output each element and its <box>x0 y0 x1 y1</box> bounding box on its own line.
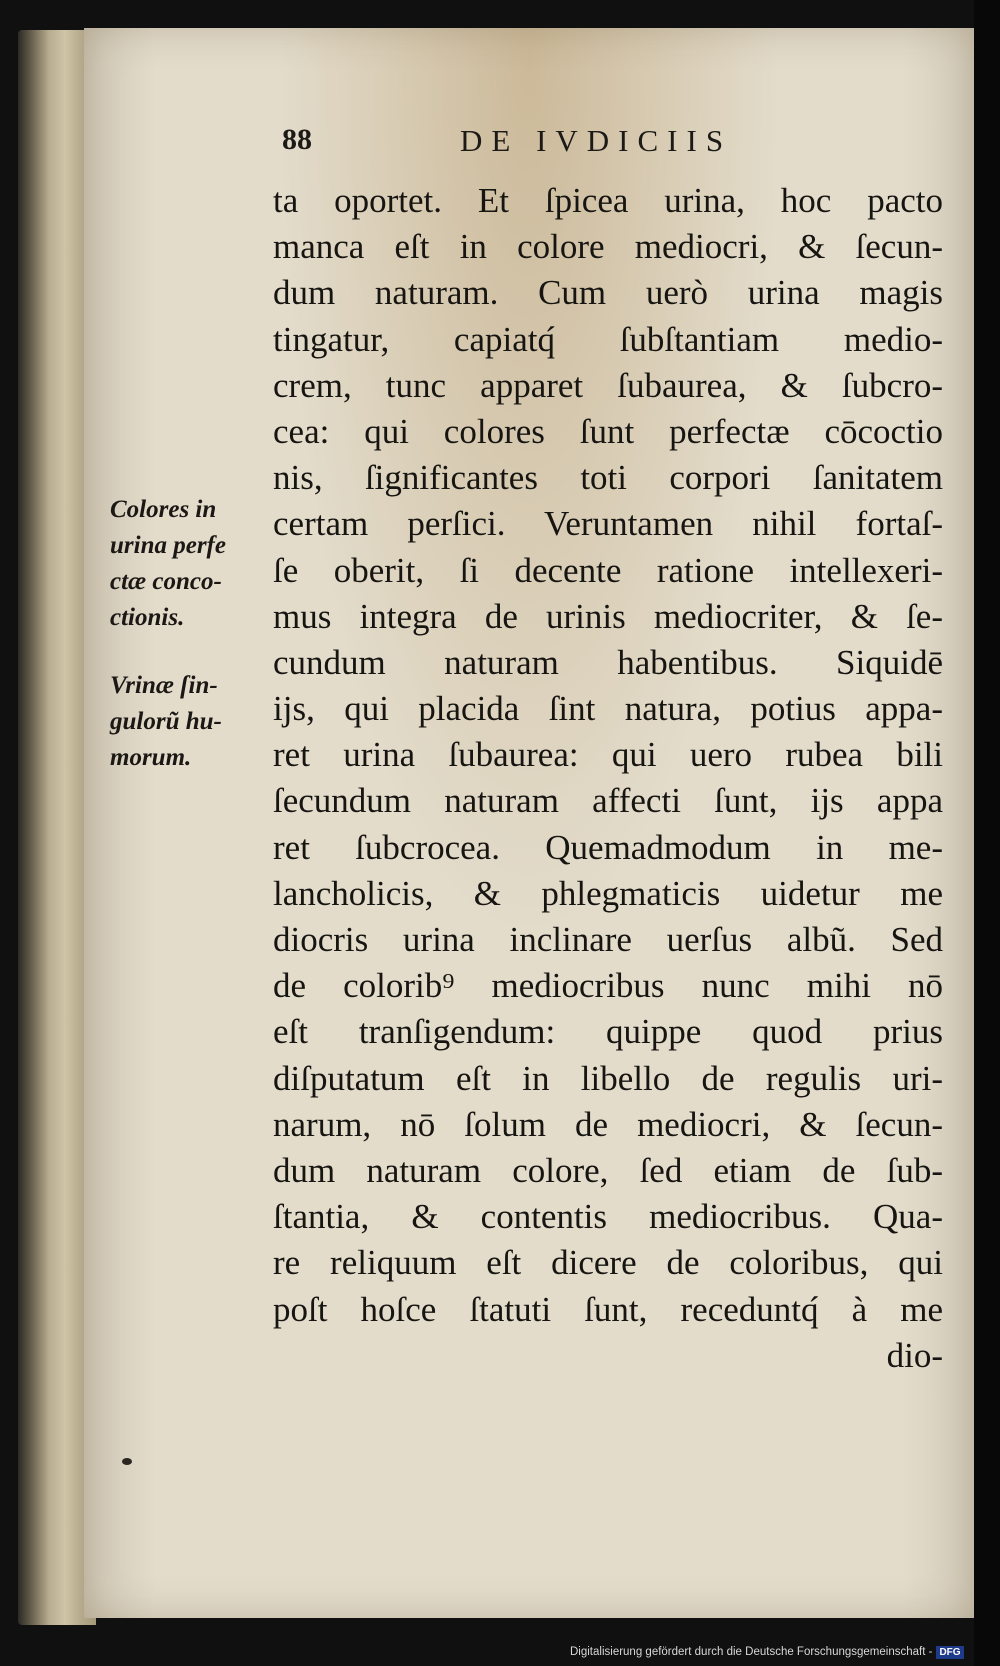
text-line: ret urina ſubaurea: qui uero rubea bili <box>273 735 943 775</box>
margin-note <box>110 492 260 636</box>
text-line: ſtantia, & contentis mediocribus. Qua- <box>273 1197 943 1237</box>
digitization-credit <box>570 1646 990 1664</box>
margin-note-line: gulorũ hu- <box>110 708 222 735</box>
margin-note-line: ctæ conco- <box>110 568 222 595</box>
margin-notes <box>110 492 260 808</box>
text-line: ret ſubcrocea. Quemadmodum in me- <box>273 827 943 867</box>
ink-spot <box>122 1458 132 1465</box>
text-line: manca eſt in colore mediocri, & ſecun- <box>273 227 943 267</box>
margin-note-line: Colores in <box>110 496 217 523</box>
text-line: diſputatum eſt in libello de regulis uri- <box>273 1058 943 1098</box>
text-line: cundum naturam habentibus. Siquidē <box>273 642 943 682</box>
text-line: ta oportet. Et ſpicea urina, hoc pacto <box>273 181 943 220</box>
text-line: dum naturam colore, ſed etiam de ſub- <box>273 1150 943 1190</box>
page-header <box>282 123 782 163</box>
text-line: ſe oberit, ſi decente ratione intellexeri- <box>273 550 943 590</box>
text-line: ijs, qui placida ſint natura, potius appa- <box>273 689 943 729</box>
margin-note-line: ctionis. <box>110 604 185 631</box>
margin-note-line: urina perfe <box>110 532 226 559</box>
running-head: DE IVDICIIS <box>460 123 733 158</box>
text-line: poſt hoſce ſtatuti ſunt, receduntq́ à me <box>273 1289 943 1329</box>
credit-text: Digitalisierung gefördert durch die Deutsche Forschungsgemeinschaft - <box>570 1646 933 1658</box>
margin-note-line: morum. <box>110 744 192 771</box>
page-number: 88 <box>282 123 312 156</box>
body-text <box>273 178 943 1379</box>
text-line: de colorib⁹ mediocribus nunc mihi nō <box>273 966 943 1006</box>
text-line: eſt tranſigendum: quippe quod prius <box>273 1012 943 1052</box>
text-line: dum naturam. Cum uerò urina magis <box>273 273 943 313</box>
text-line: lancholicis, & phlegmaticis uidetur me <box>273 873 943 913</box>
margin-note-line: Vrinæ ſin- <box>110 672 218 699</box>
text-line: crem, tunc apparet ſubaurea, & ſubcro- <box>273 365 943 405</box>
text-line: tingatur, capiatq́ ſubſtantiam medio- <box>273 319 943 359</box>
text-line: certam perſici. Veruntamen nihil fortaſ- <box>273 504 943 544</box>
catchword: dio- <box>886 1335 943 1375</box>
text-line: nis, ſignificantes toti corpori ſanitatem <box>273 458 943 498</box>
dfg-logo: DFG <box>936 1646 963 1659</box>
text-line: diocris urina inclinare uerſus albũ. Sed <box>273 920 943 959</box>
text-line: mus integra de urinis mediocriter, & ſe- <box>273 596 943 636</box>
text-line: narum, nō ſolum de mediocri, & ſecun- <box>273 1104 943 1144</box>
margin-note <box>110 668 260 776</box>
scan-border <box>974 0 1000 1666</box>
text-line: cea: qui colores ſunt perfectæ cōcoctio <box>273 411 943 451</box>
text-line: ſecundum naturam affecti ſunt, ijs appa <box>273 781 943 821</box>
text-line: re reliquum eſt dicere de coloribus, qui <box>273 1243 943 1283</box>
